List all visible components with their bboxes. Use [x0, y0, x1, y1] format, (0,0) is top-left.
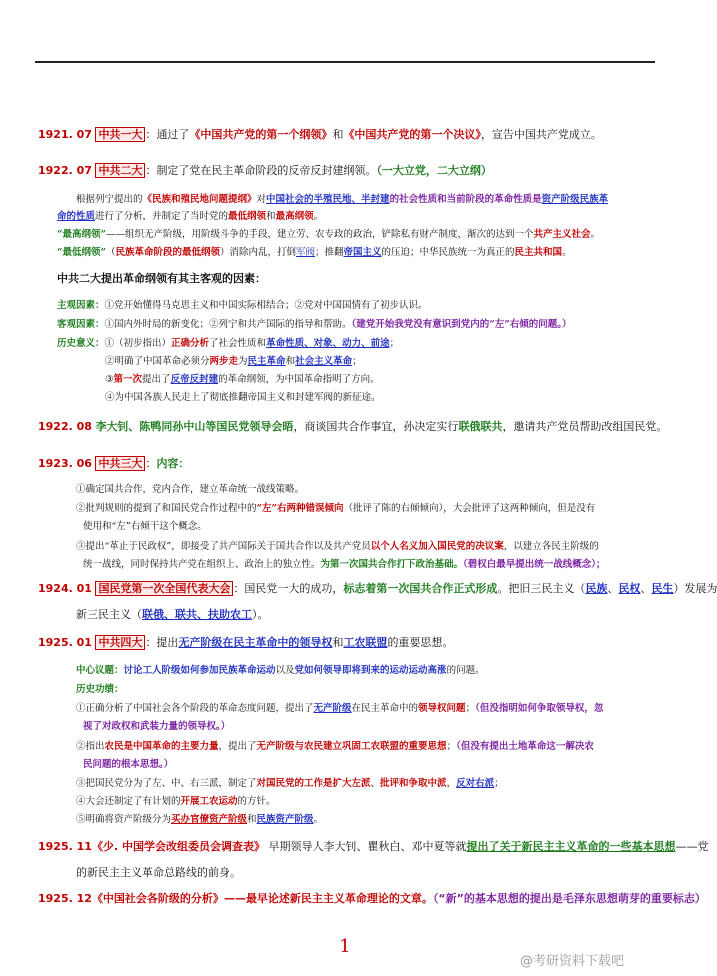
emphasis: 中国社会的半殖民地、半封建	[266, 194, 390, 205]
emphasis: 命的性质	[57, 211, 96, 222]
text: 。	[313, 814, 324, 825]
para1-line1	[76, 193, 608, 206]
emphasis: 农民是中国革命的主要力量	[104, 741, 219, 752]
event-box: 国民党第一次全国代表大会	[95, 581, 233, 596]
text: ）发展为	[673, 582, 717, 595]
text: 。把旧三民主义（	[497, 582, 586, 595]
text: ③把国民党分为了左、中、右三派，制定了	[76, 778, 257, 789]
text: ；	[389, 338, 400, 349]
para1-line2	[57, 210, 323, 223]
note: （但没指明如何争取领导权，忽	[475, 703, 604, 714]
text: 的压迫；中华民族统一为真正的	[381, 247, 515, 258]
emphasis: 联俄联共	[458, 420, 503, 433]
text: 通过了	[156, 128, 190, 141]
emphasis: 联俄、联共、扶助农工	[142, 608, 252, 621]
watermark: @考研资料下载吧	[520, 954, 625, 969]
emphasis: “左”右两种错误倾向	[256, 503, 344, 514]
label: 客观因素：	[57, 319, 105, 330]
emphasis: 第一次	[113, 374, 143, 385]
emphasis: 的社会性质和当前阶段的革命性质是	[389, 194, 542, 205]
emphasis: 对国民党的工作是扩大左派	[256, 778, 371, 789]
emphasis: 民族资产阶级	[256, 814, 314, 825]
text: 。	[590, 229, 600, 240]
doc-title: 《中国共产党的第一个纲领》	[189, 128, 333, 141]
emphasis: 民生	[651, 582, 674, 595]
merit-5	[76, 813, 323, 826]
colon: ：	[145, 128, 157, 141]
text: 早期领导人李大钊、瞿秋白、邓中夏等就	[268, 840, 467, 853]
text: ，以建立各民主阶级的	[503, 541, 599, 552]
label: 历史意义：	[57, 338, 105, 349]
emphasis: 党如何领导即将到来的运动运动高涨	[294, 665, 447, 676]
center-topic	[76, 664, 485, 677]
emphasis: 民主革命	[247, 356, 286, 367]
text: ；	[446, 741, 457, 752]
text: 的方针。	[237, 796, 276, 807]
text: ③	[105, 374, 114, 385]
text: 。	[313, 211, 324, 222]
note: （“新”的基本思想的提出是毛泽东思想萌芽的重要标志）	[432, 892, 706, 905]
text: ——党	[675, 840, 709, 853]
text: ①国内外时局的新变化；②列宁和共产国际的指导和帮助。	[104, 319, 352, 330]
note: （碧权白最早提出统一战线概念）；	[463, 559, 606, 570]
historical-significance-4: ④为中国各族人民走上了彻底推翻帝国主义和封建军阀的新征途。	[105, 392, 381, 403]
subjective-factors	[57, 299, 428, 312]
historical-significance-2	[105, 355, 362, 368]
text: ）消除内乱，打倒	[219, 247, 296, 258]
para1-line3	[57, 228, 600, 241]
event-box: 中共一大	[95, 127, 145, 142]
historical-significance-1	[57, 337, 399, 350]
text: ——组织无产阶级，用阶级斗争的手段，建立劳、农专政的政治，铲除私有财产制度，渐次的达到一个	[105, 229, 534, 240]
text: 和	[332, 636, 344, 649]
emphasis: 以个人名义加入国民党的决议案	[370, 541, 504, 552]
text: 根据列宁提出的	[76, 194, 143, 205]
doc-title: 《中国社会各阶级的分析》	[91, 892, 224, 905]
text: ，提出了	[218, 741, 257, 752]
text: 统一战线，同时保持共产党在组织上、政治上的独立性。	[83, 559, 321, 570]
entry-1925-01	[38, 636, 453, 650]
date-label: 1923. 06	[38, 457, 92, 470]
text: 对	[256, 194, 267, 205]
text: ；	[465, 703, 476, 714]
label: 中心议题：	[76, 665, 124, 676]
emphasis: 革命性质、对象、动力、前途	[266, 338, 390, 349]
doc-title: 《中国共产党的第一个决议》	[343, 128, 481, 141]
colon: ：	[145, 164, 157, 177]
label: “最高纲领”	[57, 229, 106, 240]
text: ；	[352, 356, 362, 367]
text: 的重要思想。	[387, 636, 454, 649]
entry-1925-12	[38, 892, 706, 906]
text: ②指出	[76, 741, 105, 752]
text: ：国民党一大的成功，	[233, 582, 344, 595]
emphasis: 反帝反封建	[170, 374, 219, 385]
date-label: 1925. 12	[38, 892, 92, 905]
historical-merits-label: 历史功绩：	[76, 684, 124, 695]
text: ；推翻	[315, 247, 344, 258]
note: （但没有提出土地革命这一解决农	[456, 741, 594, 752]
text: ⑤明确将资产阶级分为	[76, 814, 172, 825]
text: 、	[640, 582, 652, 595]
merit-3	[76, 777, 504, 790]
emphasis: ——最早论述新民主主义革命理论的文章。	[223, 892, 433, 905]
objective-factors	[57, 318, 571, 331]
label: “最低纲领”	[57, 247, 106, 258]
event-box: 中共三大	[95, 456, 145, 471]
label: 主观因素：	[57, 300, 105, 311]
emphasis: 批评和争取中派	[380, 778, 447, 789]
factors-heading: 中共二大提出革命纲领有其主客观的因素：	[57, 272, 266, 285]
note: （一大立党，二大立纲）	[376, 164, 492, 177]
text: 提出了	[142, 374, 171, 385]
event-box: 中共四大	[95, 635, 145, 650]
emphasis: 标志着第一次国共合作正式形成	[343, 582, 498, 595]
date-label: 1922. 08	[38, 420, 92, 433]
emphasis: 李大钊、陈鸭同孙中山等国民党领导会晤	[95, 420, 294, 433]
emphasis: 开展工农运动	[180, 796, 238, 807]
text: 、	[370, 778, 381, 789]
item-1923-2	[76, 502, 595, 515]
text: 。	[562, 247, 572, 258]
event-box: 中共二大	[95, 163, 145, 178]
text: 新三民主义（	[76, 608, 142, 621]
text: ，邀请共产党员帮助改组国民党。	[502, 420, 668, 433]
text: ④大会还制定了有计划的	[76, 796, 181, 807]
emphasis: 民权	[618, 582, 641, 595]
date-label: 1925. 01	[38, 636, 92, 649]
text: （	[105, 247, 116, 258]
entry-1922-08	[38, 420, 667, 434]
item-1923-2b: 使用和“左”右倾干这个概念。	[83, 521, 207, 532]
entry-1921	[38, 128, 602, 142]
text: 了社会性质和	[209, 338, 267, 349]
emphasis: 军阀	[295, 247, 315, 258]
text: 和	[285, 356, 296, 367]
emphasis: 买办官僚资产阶级	[171, 814, 248, 825]
emphasis: 反对右派	[456, 778, 495, 789]
text: ③提出“革止于民政权”，即接受了共产国际关于国共合作以及共产党员	[76, 541, 371, 552]
colon: ：	[145, 457, 157, 470]
para1-line4	[57, 246, 572, 259]
merit-1b: 视了对政权和武装力量的领导权。）	[83, 721, 231, 732]
emphasis: 两步走	[209, 356, 239, 367]
text: ，商谈国共合作事宜，孙决定实行	[293, 420, 459, 433]
page-number: 1	[339, 936, 351, 957]
emphasis: 正确分析	[171, 338, 210, 349]
text: ①党开始懂得马克思主义和中国实际相结合；②党对中国国情有了初步认识。	[104, 300, 428, 311]
item-1923-3b	[83, 558, 606, 571]
doc-title: 《民族和殖民地问题提纲》	[142, 194, 257, 205]
text: 制定了党在民主革命阶段的反帝反封建纲领。	[156, 164, 377, 177]
emphasis: 最高纲领	[275, 211, 314, 222]
entry-1924-01	[38, 582, 717, 596]
emphasis: 领导权问题	[418, 703, 466, 714]
text: 、	[607, 582, 619, 595]
text: ，宣告中国共产党成立。	[480, 128, 602, 141]
item-1923-3	[76, 540, 599, 553]
date-label: 1922. 07	[38, 164, 92, 177]
date-label: 1925. 11	[38, 840, 92, 853]
merit-2b: 民问题的根本思想。）	[83, 759, 174, 770]
text: 和	[266, 211, 276, 222]
entry-1925-11	[38, 840, 708, 854]
text: ）。	[252, 608, 269, 621]
text: 进行了分析，并制定了当时党的	[95, 211, 229, 222]
text: 和	[247, 814, 257, 825]
emphasis: 提出了关于新民主主义革命的一些基本思想	[466, 840, 676, 853]
emphasis: 民族	[585, 582, 608, 595]
text: ②明确了中国革命必须分	[105, 356, 210, 367]
emphasis: 共产主义社会	[533, 229, 591, 240]
entry-1924-01-line2	[76, 608, 269, 622]
text: 和	[332, 128, 344, 141]
entry-1923-06	[38, 457, 189, 471]
merit-4	[76, 795, 276, 808]
emphasis: 为第一次国共合作打下政治基础。	[320, 559, 464, 570]
emphasis: 无产阶级在民主革命中的领导权	[178, 636, 333, 649]
note: （建党开始我党没有意识到党内的“左”右倾的问题。）	[351, 319, 572, 330]
top-rule	[35, 61, 655, 63]
merit-1	[76, 702, 603, 715]
emphasis: 民主共和国	[514, 247, 563, 258]
text: 的革命纲领，为中国革命指明了方向。	[218, 374, 380, 385]
emphasis: 无产阶级	[313, 703, 352, 714]
entry-1925-11-line2: 的新民主主义革命总路线的前身。	[76, 866, 241, 879]
text: （批评了陈的右倾倾向），大会批评了这两种倾向，但是没有	[343, 503, 596, 514]
emphasis: 讨论工人阶级如何参加民族革命运动	[123, 665, 276, 676]
date-label: 1924. 01	[38, 582, 92, 595]
emphasis: 最低纲领	[228, 211, 267, 222]
merit-2	[76, 740, 594, 753]
entry-1922-07	[38, 164, 492, 178]
historical-significance-3	[105, 373, 380, 386]
text: ，	[446, 778, 457, 789]
emphasis: 工农联盟	[343, 636, 388, 649]
text: ①正确分析了中国社会各个阶段的革命态度问题，提出了	[76, 703, 314, 714]
text: 以及	[275, 665, 295, 676]
emphasis: 无产阶级与农民建立巩固工农联盟的重要思想	[256, 741, 447, 752]
text: 的问题。	[446, 665, 485, 676]
text: ②批判规则的提到了和国民党合作过程中的	[76, 503, 257, 514]
emphasis: 帝国主义	[343, 247, 382, 258]
doc-title: 《少. 中国学会改组委员会调查表》	[91, 840, 265, 853]
text: 在民主革命中的	[351, 703, 419, 714]
item-1923-1: ①确定国共合作，党内合作，建立革命统一战线策略。	[76, 484, 305, 495]
emphasis: 社会主义革命	[295, 356, 353, 367]
date-label: 1921. 07	[38, 128, 92, 141]
text: ：提出	[145, 636, 179, 649]
text: ；	[494, 778, 504, 789]
label: 内容：	[156, 457, 190, 470]
text: 为	[238, 356, 248, 367]
text: ①（初步指出）	[104, 338, 172, 349]
emphasis: 民族革命阶段的最低纲领	[115, 247, 220, 258]
emphasis: 资产阶级民族革	[541, 194, 609, 205]
